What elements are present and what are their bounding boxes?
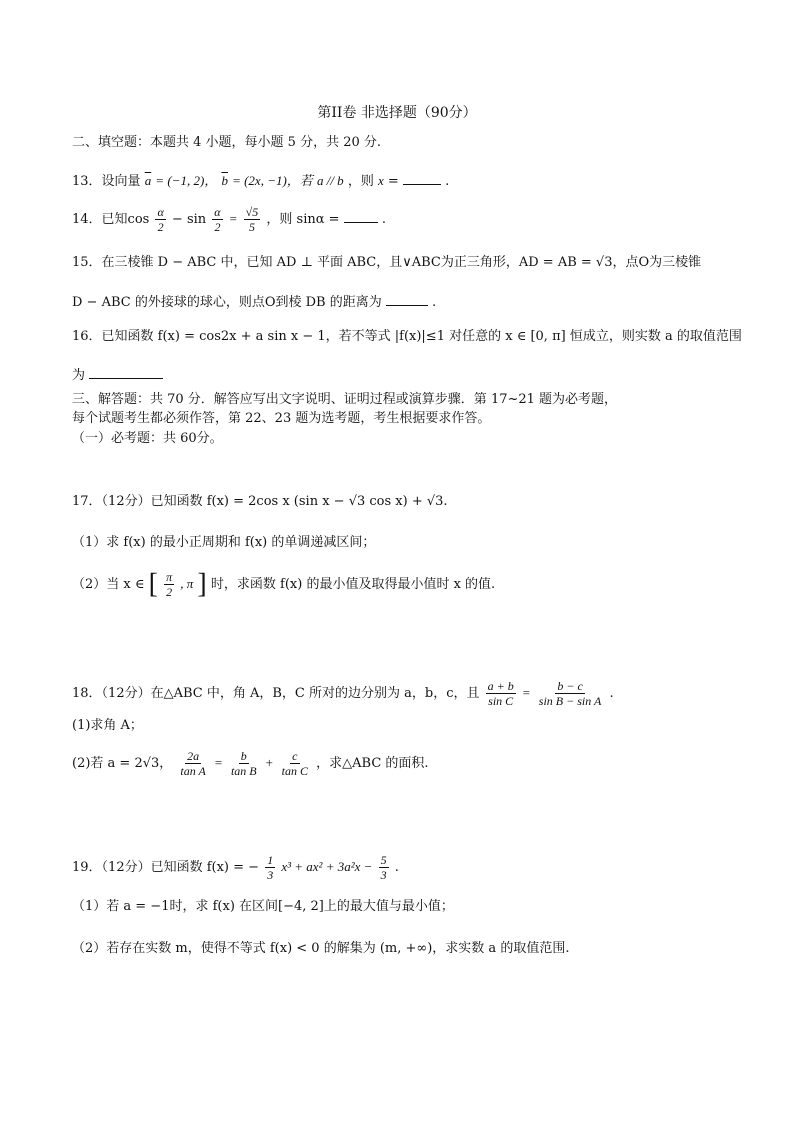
question-16-line2 <box>72 364 163 385</box>
frac-den: 5 <box>248 220 255 234</box>
question-14: 14．已知cos $\frac{\alpha}{2}$ − sin $\frac{\alpha}{2}$ = $\frac{√5}{5}$ ，则 sinα = . <box>72 205 386 234</box>
q13-var: x <box>377 173 384 188</box>
q14-prefix: 14．已知cos <box>72 212 150 227</box>
fraction-alpha-over-2 <box>155 205 165 234</box>
frac-num: c <box>292 749 298 763</box>
answer-blank-14 <box>344 208 378 223</box>
frac-den: 3 <box>380 868 387 882</box>
fraction-1-over-3 <box>265 853 275 882</box>
q16-line2-text: 为 <box>72 368 86 383</box>
q17-p2-post: 时，求函数 f(x) 的最小值及取得最小值时 x 的值. <box>210 577 496 592</box>
frac-num: π <box>166 570 173 584</box>
q18-stem-pre: 18．（12分）在△ABC 中，角 A，B，C 所对的边分别为 a，b，c，且 <box>72 686 480 701</box>
question-19-part2: （2）若存在实数 m，使得不等式 f(x) < 0 的解集为 (m, +∞)，求实数 a 的取值范围. <box>72 941 570 956</box>
frac-den: sin B − sin A <box>538 694 602 708</box>
frac-num: 1 <box>267 853 274 867</box>
question-18-stem <box>72 676 614 711</box>
vector-a: $\overline{a}$ <box>144 173 152 188</box>
frac-den: 3 <box>267 868 274 882</box>
question-15-line1: 15．在三棱锥 D − ABC 中，已知 AD ⊥ 平面 ABC，且∨ABC为正三角形，AD = AB = √3，点O为三棱锥 <box>72 255 702 270</box>
frac-num: √5 <box>245 205 259 219</box>
part3-required-header: （一）必考题：共 60分。 <box>72 431 223 446</box>
fraction-sqrt5-over-5 <box>244 205 261 234</box>
fraction-ab-over-sinC <box>486 679 516 708</box>
answer-blank-15 <box>386 291 428 306</box>
frac-den: tan A <box>180 764 206 778</box>
fraction-c-over-tanC <box>280 749 310 778</box>
q13-tail1: ，则 <box>347 174 374 189</box>
vector-b: $\overline{b}$ <box>221 173 228 188</box>
q13-parallel: a // b <box>316 173 344 188</box>
frac-den: 2 <box>157 220 164 234</box>
q18-p2-pre: (2)若 a = 2√3， <box>72 756 173 771</box>
question-18-part2 <box>72 746 429 781</box>
q13-eq2: = (2x, −1)，若 <box>232 173 313 188</box>
q19-end: . <box>394 860 399 875</box>
fraction-5-over-3 <box>379 853 389 882</box>
question-17-part1: （1）求 f(x) 的最小正周期和 f(x) 的单调递减区间； <box>72 535 376 550</box>
frac-den: 2 <box>214 220 221 234</box>
frac-num: b <box>240 749 247 763</box>
frac-num: 5 <box>380 853 387 867</box>
frac-den: tan B <box>230 764 257 778</box>
frac-den: 2 <box>166 585 173 599</box>
q19-stem-mid: x³ + ax² + 3a²x − <box>281 859 373 874</box>
fraction-bc-over-sinB-sinA <box>537 679 604 708</box>
frac-num: b − c <box>557 679 583 693</box>
q13-end: . <box>445 174 450 189</box>
q13-eq1: = (−1, 2)， <box>155 173 218 188</box>
part3-header-line2: 每个试题考生都必须作答，第 22、23 题为选考题，考生根据要求作答。 <box>72 411 491 426</box>
frac-num: α <box>157 205 164 219</box>
q17-p2-pre: （2）当 x ∈ <box>72 577 145 592</box>
section-title: 第II卷 非选择题（90分） <box>317 105 477 121</box>
frac-den: sin C <box>488 694 514 708</box>
frac-num: 2a <box>187 749 200 763</box>
fraction-pi-over-2 <box>164 570 174 599</box>
q14-end: . <box>381 212 386 227</box>
question-13 <box>72 170 449 191</box>
question-19-part1: （1）若 a = −1时，求 f(x) 在区间[−4, 2]上的最大值与最小值； <box>72 899 454 914</box>
question-17-stem: 17．（12分）已知函数 f(x) = 2cos x (sin x − √3 cos x) + √3. <box>72 494 448 509</box>
frac-den: tan C <box>281 764 309 778</box>
answer-blank-13 <box>403 170 441 185</box>
equals-sign: = <box>521 685 531 700</box>
q15-end: . <box>432 295 437 310</box>
q14-tail: ，则 sinα = <box>266 212 344 227</box>
q18-end: . <box>609 686 614 701</box>
q17-p2-mid: , π <box>180 576 194 591</box>
q19-stem-pre: 19．（12分）已知函数 f(x) = − <box>72 860 260 875</box>
plus-sign: + <box>264 755 274 770</box>
q15-line2-text: D − ABC 的外接球的球心，则点O到棱 DB 的距离为 <box>72 295 382 310</box>
part3-header-line1: 三、解答题：共 70 分．解答应写出文字说明、证明过程或演算步骤．第 17~21 题为必考题， <box>72 392 618 407</box>
part2-header: 二、填空题：本题共 4 小题，每小题 5 分，共 20 分. <box>72 135 382 150</box>
question-19-stem <box>72 850 399 885</box>
question-18-part1: (1)求角 A； <box>72 718 143 733</box>
q13-tail2: = <box>387 174 403 189</box>
question-15-line2 <box>72 291 436 312</box>
fraction-2a-over-tanA <box>178 749 207 778</box>
q13-prefix: 13．设向量 <box>72 174 141 189</box>
frac-num: α <box>214 205 221 219</box>
question-16-line1: 16．已知函数 f(x) = cos2x + a sin x − 1，若不等式 |f(x)|≤1 对任意的 x ∈ [0, π] 恒成立，则实数 a 的取值范围 <box>72 329 742 344</box>
equals-sign: = <box>214 755 223 770</box>
fraction-alpha-over-2-b <box>212 205 222 234</box>
question-17-part2: （2）当 x ∈ [ $\frac{\pi}{2}$ , π ] 时，求函数 f(x) 的最小值及取得最小值时 x 的值. <box>72 568 496 600</box>
fraction-b-over-tanB <box>229 749 259 778</box>
answer-blank-16 <box>89 364 163 379</box>
q18-p2-post: ，求△ABC 的面积. <box>316 756 429 771</box>
q14-minus-sin: − sin <box>171 212 207 227</box>
frac-num: a + b <box>487 679 514 693</box>
